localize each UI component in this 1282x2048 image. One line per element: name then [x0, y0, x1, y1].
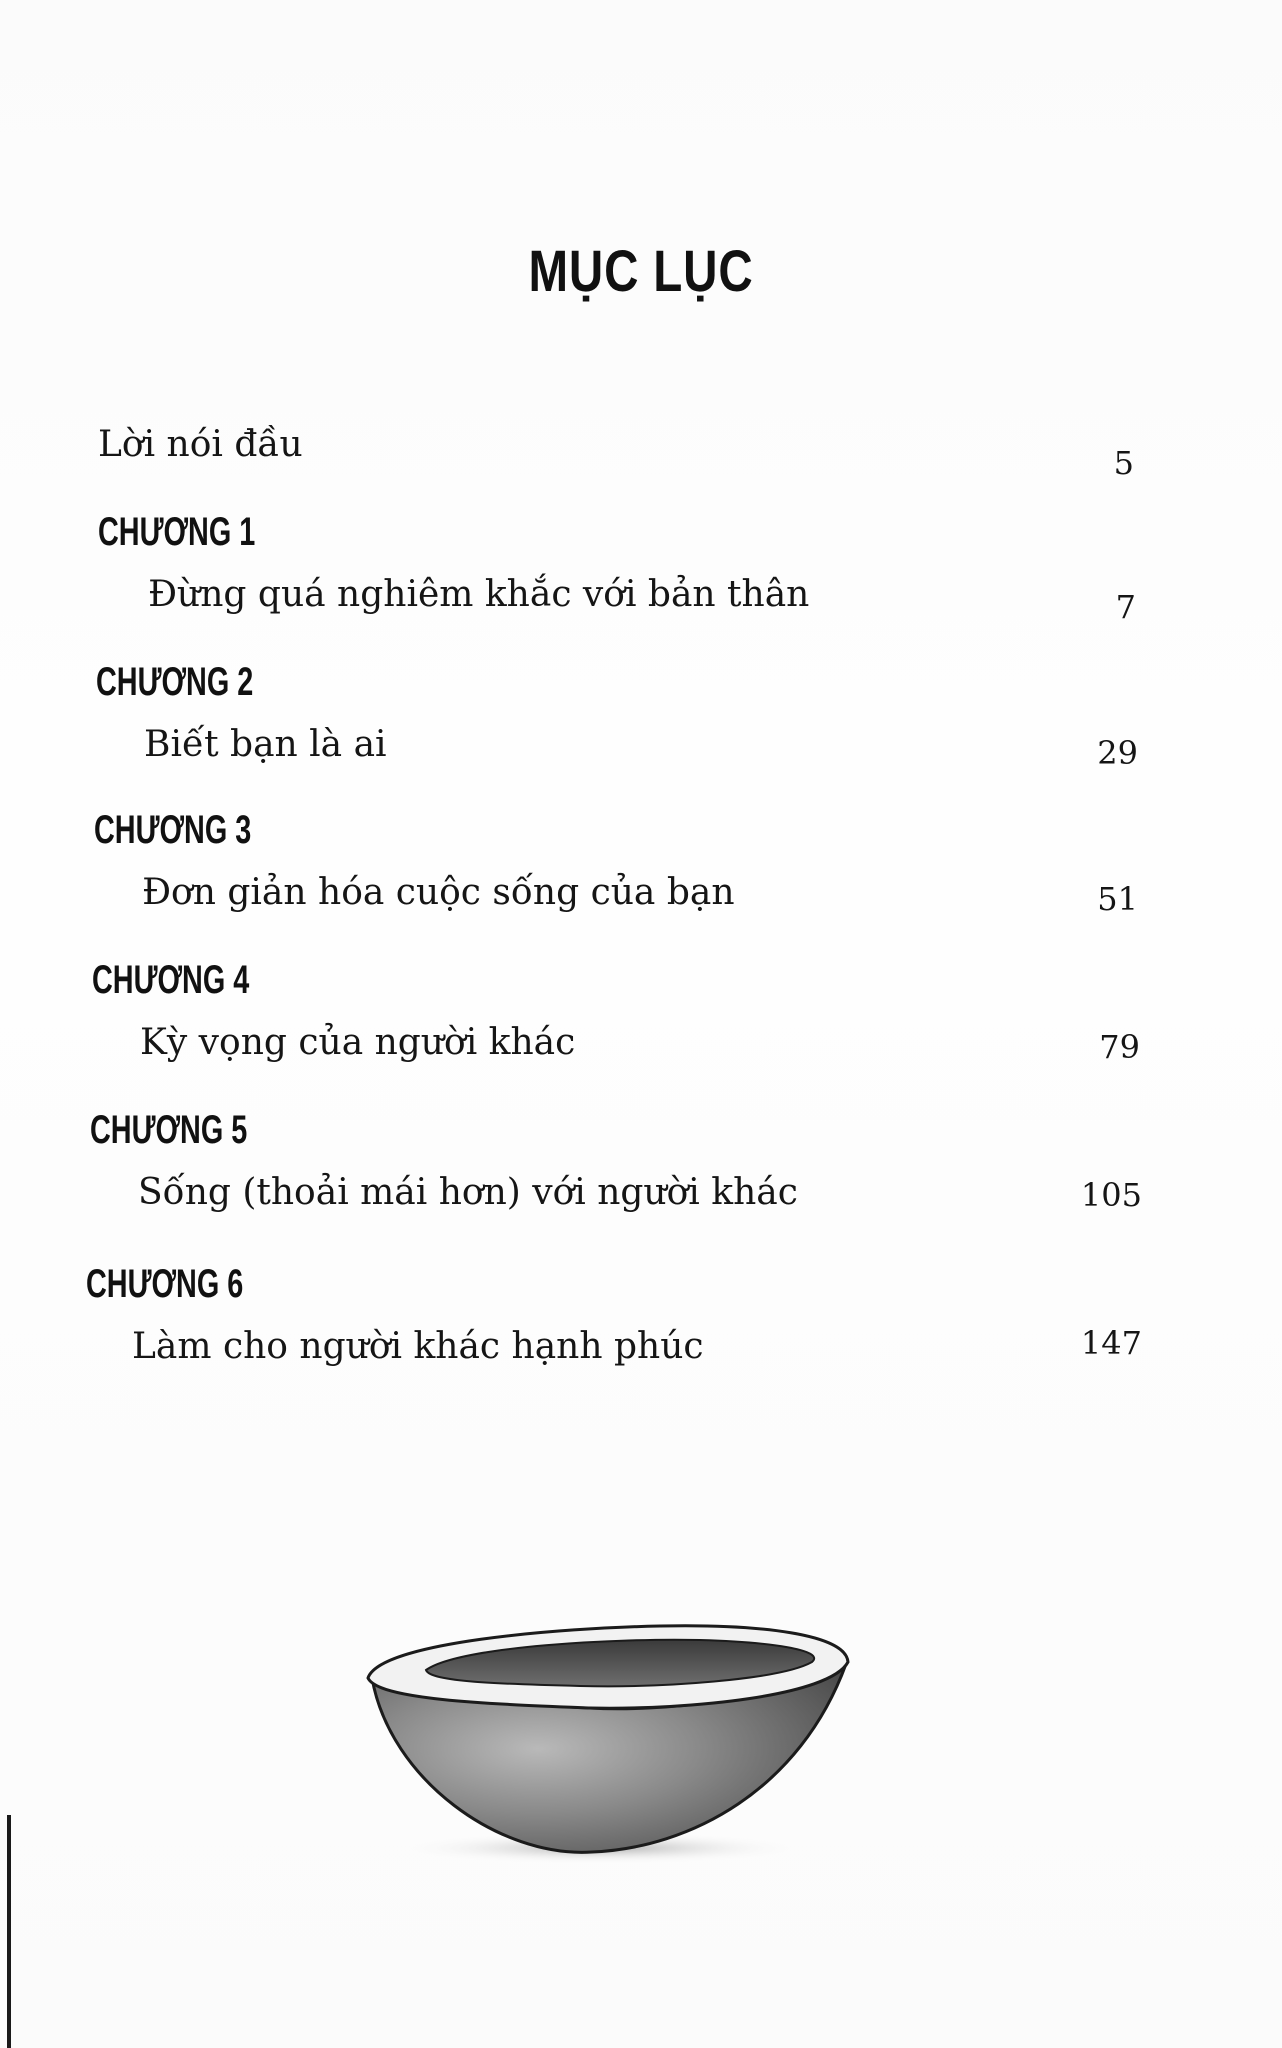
chapter-1-heading: CHƯƠNG 1	[98, 510, 256, 554]
page-title: MỤC LỤC	[528, 239, 754, 304]
chapter-2-title: Biết bạn là ai	[144, 724, 387, 765]
chapter-2-heading: CHƯƠNG 2	[96, 660, 254, 704]
chapter-1-page-number: 7	[1115, 588, 1136, 626]
chapter-3-heading: CHƯƠNG 3	[94, 808, 252, 852]
chapter-2-page-number: 29	[1097, 734, 1138, 772]
chapter-6-page-number: 147	[1080, 1324, 1142, 1362]
chapter-1-title: Đừng quá nghiêm khắc với bản thân	[148, 574, 810, 615]
chapter-3-page-number: 51	[1097, 880, 1138, 918]
preface-label: Lời nói đầu	[98, 424, 303, 465]
chapter-4-title: Kỳ vọng của người khác	[140, 1022, 576, 1063]
chapter-4-page-number: 79	[1099, 1028, 1140, 1066]
chapter-5-heading: CHƯƠNG 5	[90, 1108, 248, 1152]
chapter-4-heading: CHƯƠNG 4	[92, 958, 250, 1002]
chapter-5-page-number: 105	[1080, 1176, 1142, 1214]
chapter-5-title: Sống (thoải mái hơn) với người khác	[138, 1172, 798, 1213]
chapter-6-title: Làm cho người khác hạnh phúc	[132, 1326, 704, 1367]
chapter-3-title: Đơn giản hóa cuộc sống của bạn	[142, 872, 735, 913]
preface-page-number: 5	[1113, 444, 1134, 482]
page-edge-line	[7, 1815, 11, 2048]
chapter-6-heading: CHƯƠNG 6	[86, 1262, 244, 1306]
bowl-illustration	[360, 1600, 860, 1870]
